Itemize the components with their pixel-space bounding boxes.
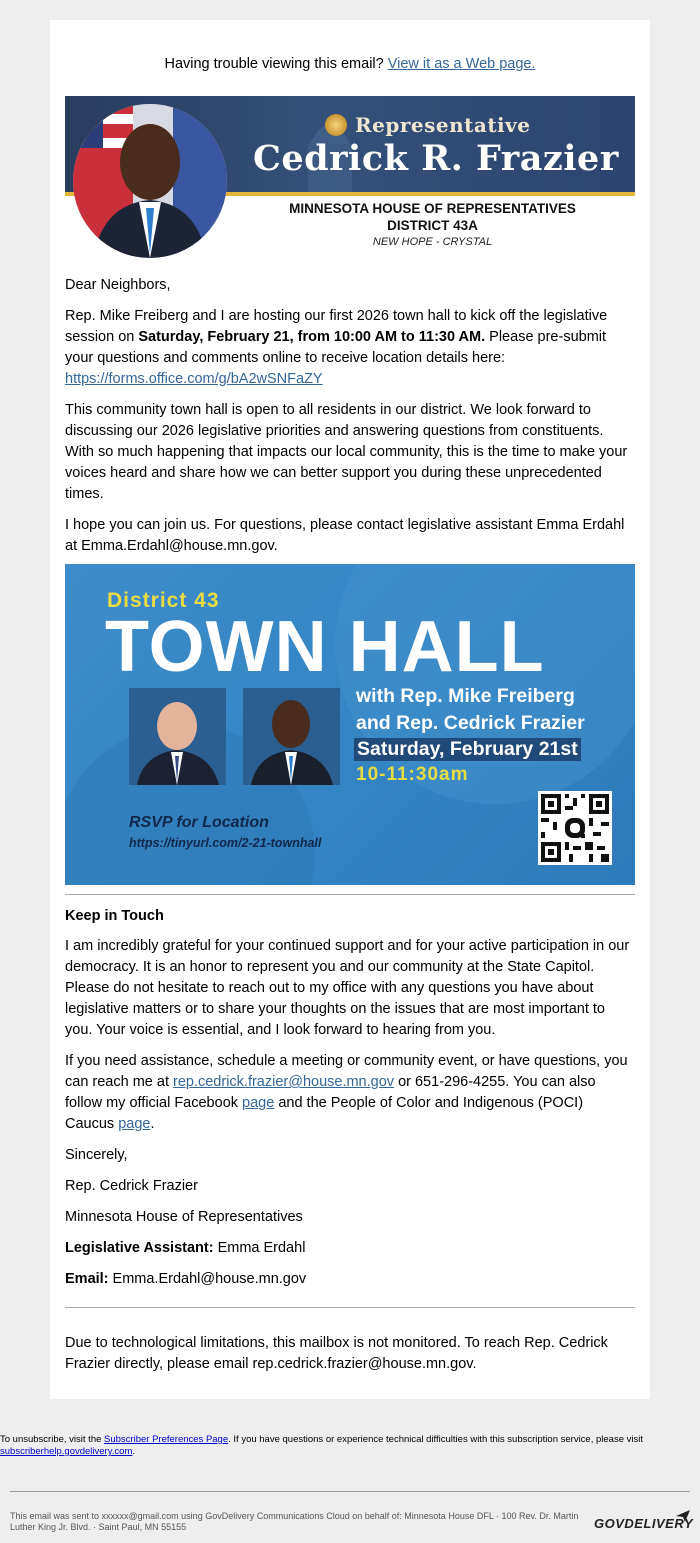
sign-off: Sincerely, — [65, 1147, 128, 1163]
paper-plane-icon — [676, 1510, 690, 1522]
paragraph-assistance — [65, 1051, 635, 1135]
frazier-illustration — [243, 688, 340, 785]
assistant-line — [65, 1238, 635, 1259]
subscriber-help-link[interactable]: subscriberhelp.govdelivery.com — [0, 1446, 133, 1457]
unsub-text-b: . If you have questions or experience technical difficulties with this subscription service, please visit — [228, 1434, 643, 1445]
freiberg-photo — [129, 688, 226, 785]
facebook-page-link[interactable]: page — [242, 1095, 275, 1111]
assistant-value: Emma Erdahl — [213, 1240, 306, 1256]
paragraph-community: This community town hall is open to all residents in our district. We look forward to discussing our 2026 legislative priorities and answering questions from constituents. With so much happening that impacts our local community, this is the time to make your voices heard and share how we can better support you during these unprecedented times. — [65, 402, 628, 502]
unsub-text-c: . — [132, 1446, 135, 1457]
subscriber-preferences-link[interactable]: Subscriber Preferences Page — [104, 1434, 229, 1445]
govdelivery-logo-text: GOVDELIVERY — [594, 1516, 694, 1531]
freiberg-illustration — [129, 688, 226, 785]
flyer-date: Saturday, February 21st — [354, 738, 581, 761]
flyer-rsvp: RSVP for Location — [129, 814, 269, 831]
rep-email-link[interactable]: rep.cedrick.frazier@house.mn.gov — [173, 1074, 395, 1090]
frazier-photo — [243, 688, 340, 785]
footer-divider — [10, 1491, 690, 1492]
cities-label: NEW HOPE - CRYSTAL — [372, 236, 493, 248]
govdelivery-logo[interactable] — [594, 1516, 693, 1531]
flyer-time: 10-11:30am — [356, 764, 469, 785]
house-label: MINNESOTA HOUSE OF REPRESENTATIVES — [289, 201, 576, 216]
townhall-flyer — [65, 564, 635, 885]
email-label: Email: — [65, 1271, 109, 1287]
mailbox-notice: Due to technological limitations, this mailbox is not monitored. To reach Rep. Cedrick Frazier directly, please email rep.cedrick.frazier@house.mn.gov. — [65, 1335, 608, 1372]
banner-title-name: Cedrick R. Frazier — [253, 138, 619, 179]
flyer-district: District 43 — [107, 589, 220, 612]
state-seal-icon — [325, 114, 347, 136]
flyer-url: https://tinyurl.com/2-21-townhall — [129, 836, 322, 850]
p2-text-b: or 651-296-4255. You can also follow my official Facebook — [65, 1074, 596, 1111]
p1-text-a: Rep. Mike Freiberg and I are hosting our first 2026 town hall to kick off the legislative session on — [65, 308, 608, 345]
email-value: Emma.Erdahl@house.mn.gov — [108, 1271, 307, 1287]
p2-text-c: and the People of Color and Indigenous (POCI) Caucus — [65, 1095, 584, 1132]
flyer-and-line: and Rep. Cedrick Frazier — [356, 712, 585, 734]
assistant-label: Legislative Assistant: — [65, 1240, 214, 1256]
unsubscribe-footer — [0, 1434, 700, 1458]
view-online-line — [50, 56, 650, 72]
paragraph-townhall — [65, 306, 635, 390]
sent-info: This email was sent to xxxxxx@gmail.com using GovDelivery Communications Cloud on behalf of: Minnesota House DFL · 100 Rev. Dr. Martin Luther King Jr. Blvd. · Saint Paul, MN 55155 — [10, 1511, 579, 1532]
signer-org: Minnesota House of Representatives — [65, 1209, 303, 1225]
flyer-with-line: with Rep. Mike Freiberg — [356, 685, 575, 707]
portrait-illustration — [73, 104, 227, 258]
divider-top — [65, 894, 635, 895]
portrait-photo — [73, 104, 227, 258]
web-page-link[interactable]: View it as a Web page. — [387, 56, 536, 72]
forms-link[interactable]: https://forms.office.com/g/bA2wSNFaZY — [65, 371, 323, 387]
p2-text-a: If you need assistance, schedule a meeting or community event, or have questions, you can reach me at — [65, 1053, 628, 1090]
unsub-text-a: To unsubscribe, visit the — [0, 1434, 105, 1445]
header-banner — [65, 96, 635, 251]
poci-page-link[interactable]: page — [118, 1116, 151, 1132]
email-card — [50, 20, 650, 1399]
paragraph-contact: I hope you can join us. For questions, please contact legislative assistant Emma Erdahl at Emma.Erdahl@house.mn.gov. — [65, 517, 625, 554]
district-label: DISTRICT 43A — [387, 218, 478, 233]
qr-code-icon — [538, 791, 612, 865]
keep-in-touch-heading: Keep in Touch — [65, 908, 164, 924]
qr-code-graphic — [538, 791, 612, 865]
p1-date-bold: Saturday, February 21, from 10:00 AM to 11:30 AM. — [138, 329, 486, 345]
banner-title-small: Representative — [355, 113, 531, 137]
p2-text-d: . — [150, 1116, 155, 1132]
greeting: Dear Neighbors, — [65, 277, 171, 293]
trouble-text: Having trouble viewing this email? — [164, 56, 388, 72]
email-line — [65, 1269, 635, 1290]
divider-bottom — [65, 1307, 635, 1308]
p1-text-b: Please pre-submit your questions and comments online to receive location details here: — [65, 329, 607, 366]
flyer-title: TOWN HALL — [105, 607, 545, 687]
paragraph-grateful: I am incredibly grateful for your continued support and for your active participation in our democracy. It is an honor to represent you and our community at the State Capitol. Please do not hesitate to reach out to my office with any questions you have about legislative matters or to share your thoughts on the issues that are most important to you. Your voice is essential, and I look forward to hearing from you. — [65, 938, 630, 1038]
signer-name: Rep. Cedrick Frazier — [65, 1178, 198, 1194]
